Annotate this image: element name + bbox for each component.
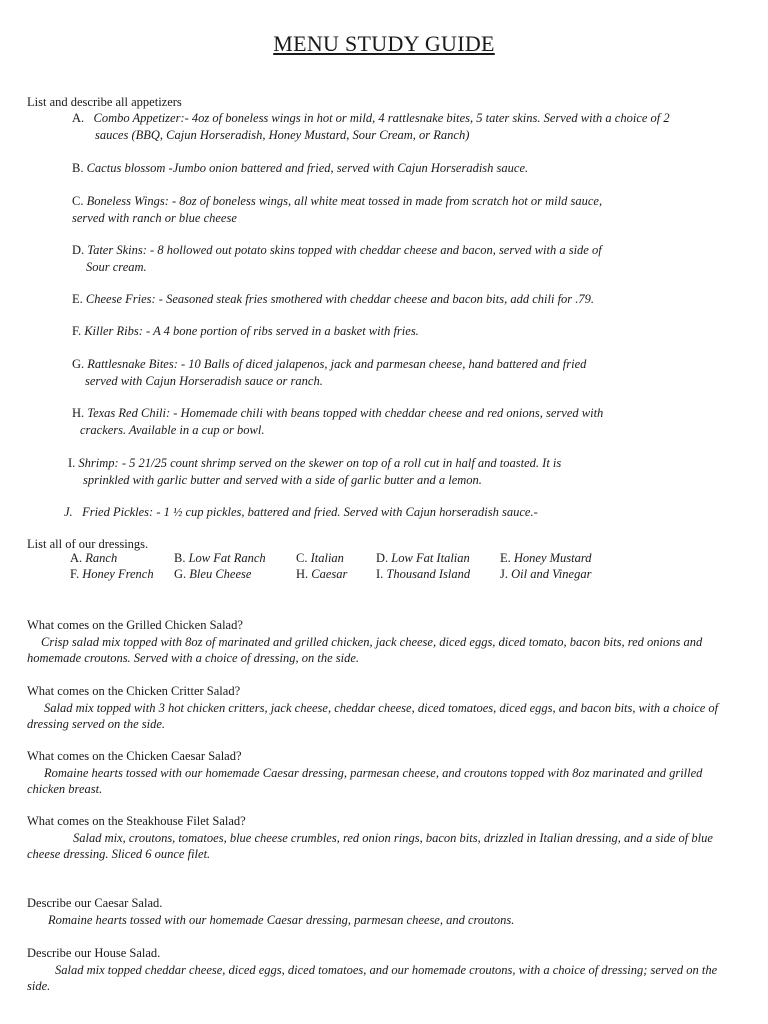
appetizer-name: Boneless Wings:	[86, 194, 169, 208]
appetizer-name: Fried Pickles:	[82, 505, 154, 519]
qa-question: Describe our House Salad.	[27, 946, 161, 960]
appetizer-name: Combo Appetizer:	[93, 111, 185, 125]
appetizer-item-i	[68, 455, 738, 488]
appetizer-label: G.	[72, 357, 85, 371]
dressing-item: G. Bleu Cheese	[174, 567, 252, 581]
appetizer-item-h	[72, 405, 742, 438]
appetizer-item-f	[72, 323, 742, 340]
appetizer-text: - 8oz of boneless wings, all white meat tossed in made from scratch hot or mild sauce,	[172, 194, 603, 208]
appetizers-question: List and describe all appetizers	[27, 95, 182, 109]
qa-grilled-chicken-salad	[27, 617, 742, 667]
qa-chicken-caesar-salad	[27, 748, 742, 798]
qa-answer: Salad mix topped cheddar cheese, diced eggs, diced tomatoes, and our homemade croutons, with a choice of dressing; served on the side.	[27, 962, 718, 993]
qa-question: Describe our Caesar Salad.	[27, 896, 163, 910]
dressings-row	[70, 550, 600, 566]
qa-steakhouse-filet-salad	[27, 813, 742, 863]
qa-question: What comes on the Chicken Critter Salad?	[27, 684, 241, 698]
appetizer-label: F.	[72, 324, 82, 338]
qa-caesar-salad	[27, 895, 742, 928]
qa-answer: Salad mix, croutons, tomatoes, blue cheese crumbles, red onion rings, bacon bits, drizzled in Italian dressing, and a side of blue cheese dressing. Sliced 6 ounce filet.	[27, 830, 713, 861]
appetizer-text: - 8 hollowed out potato skins topped with cheddar cheese and bacon, served with a side of	[150, 243, 602, 257]
qa-answer: Crisp salad mix topped with 8oz of marinated and grilled chicken, jack cheese, diced eggs, diced tomato, bacon bits, red onions and homemade croutons. Served with a choice of dressing, on the side.	[27, 634, 703, 665]
appetizer-name: Tater Skins:	[87, 243, 147, 257]
appetizer-name: Killer Ribs:	[84, 324, 143, 338]
qa-question: What comes on the Grilled Chicken Salad?	[27, 618, 243, 632]
appetizer-text: - 10 Balls of diced jalapenos, jack and parmesan cheese, hand battered and fried	[181, 357, 587, 371]
qa-answer: Romaine hearts tossed with our homemade Caesar dressing, parmesan cheese, and croutons.	[48, 912, 515, 927]
appetizer-name: Texas Red Chili:	[87, 406, 171, 420]
appetizer-text-cont: served with Cajun Horseradish sauce or ranch.	[85, 373, 323, 388]
dressing-item: I. Thousand Island	[376, 567, 471, 581]
appetizer-item-e	[72, 291, 742, 308]
appetizer-label: B.	[72, 161, 84, 175]
appetizer-name: Rattlesnake Bites:	[87, 357, 178, 371]
appetizer-text: - A 4 bone portion of ribs served in a basket with fries.	[146, 324, 419, 338]
dressing-item: F. Honey French	[70, 567, 154, 581]
appetizer-label: I.	[68, 456, 76, 470]
appetizer-label: A.	[72, 111, 85, 125]
qa-answer: Romaine hearts tossed with our homemade Caesar dressing, parmesan cheese, and croutons topped with 8oz marinated and grilled chicken breast.	[27, 765, 703, 796]
dressings-list	[70, 550, 600, 582]
appetizer-item-a	[72, 110, 742, 143]
dressing-item: J. Oil and Vinegar	[500, 567, 592, 581]
dressing-item: C. Italian	[296, 551, 344, 565]
appetizer-item-g	[72, 356, 742, 389]
qa-question: What comes on the Chicken Caesar Salad?	[27, 749, 242, 763]
qa-answer: Salad mix topped with 3 hot chicken critters, jack cheese, cheddar cheese, diced tomatoes, diced eggs, and bacon bits, with a choice of dressing served on the side.	[27, 700, 719, 731]
page-title: MENU STUDY GUIDE	[273, 31, 495, 56]
dressing-item: D. Low Fat Italian	[376, 551, 470, 565]
dressing-item: A. Ranch	[70, 551, 118, 565]
appetizer-name: Shrimp:	[78, 456, 119, 470]
appetizer-name: Cactus blossom	[86, 161, 166, 175]
appetizer-text-cont: sauces (BBQ, Cajun Horseradish, Honey Mustard, Sour Cream, or Ranch)	[95, 127, 470, 142]
dressing-item: H. Caesar	[296, 567, 348, 581]
appetizer-text: - Seasoned steak fries smothered with cheddar cheese and bacon bits, add chili for .79.	[158, 292, 595, 306]
dressings-question: List all of our dressings.	[27, 537, 149, 551]
appetizer-item-c	[72, 193, 742, 226]
appetizer-text: - Homemade chili with beans topped with cheddar cheese and red onions, served with	[173, 406, 604, 420]
appetizer-item-j	[64, 504, 734, 521]
dressings-row	[70, 566, 600, 582]
appetizer-label: E.	[72, 292, 83, 306]
appetizer-label: D.	[72, 243, 85, 257]
appetizer-name: Cheese Fries:	[85, 292, 156, 306]
qa-question: What comes on the Steakhouse Filet Salad?	[27, 814, 246, 828]
appetizer-text: - 5 21/25 count shrimp served on the skewer on top of a roll cut in half and toasted. It is	[121, 456, 562, 470]
appetizer-item-b	[72, 160, 742, 177]
appetizer-label: J.	[64, 505, 73, 519]
appetizer-item-d	[72, 242, 742, 275]
dressing-item: B. Low Fat Ranch	[174, 551, 266, 565]
appetizer-text-cont: crackers. Available in a cup or bowl.	[80, 422, 265, 437]
qa-house-salad	[27, 945, 742, 995]
appetizer-text: - 4oz of boneless wings in hot or mild, 4 rattlesnake bites, 5 tater skins. Served with a choice of 2	[184, 111, 670, 125]
appetizer-text: - 1 ½ cup pickles, battered and fried. Served with Cajun horseradish sauce.-	[156, 505, 538, 519]
appetizer-text-cont: Sour cream.	[86, 259, 147, 274]
appetizer-text-cont: sprinkled with garlic butter and served with a side of garlic butter and a lemon.	[83, 472, 482, 487]
appetizer-text: -Jumbo onion battered and fried, served with Cajun Horseradish sauce.	[168, 161, 529, 175]
qa-chicken-critter-salad	[27, 683, 742, 733]
appetizer-text-cont: served with ranch or blue cheese	[72, 210, 237, 225]
appetizer-label: C.	[72, 194, 84, 208]
dressing-item: E. Honey Mustard	[500, 551, 592, 565]
appetizer-label: H.	[72, 406, 85, 420]
